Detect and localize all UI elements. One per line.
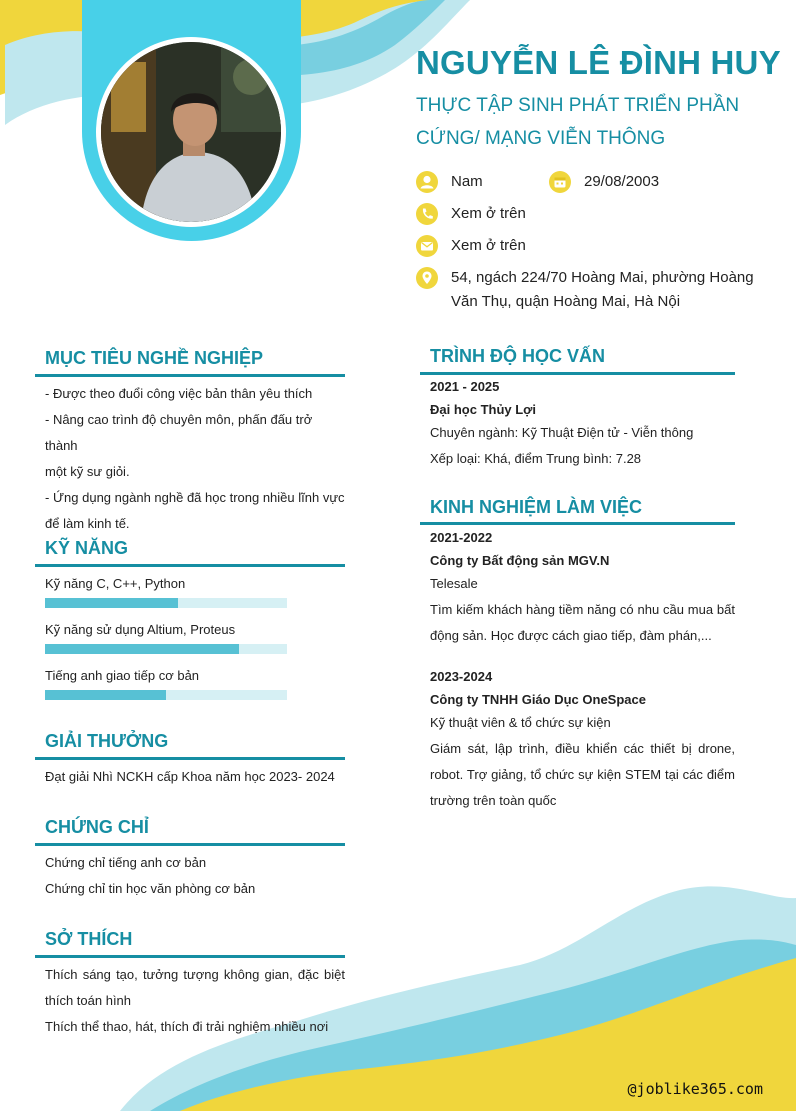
job-1-description <box>430 597 735 649</box>
objective-line-5: để làm kinh tế. <box>45 516 130 531</box>
skill-bar-fill-1 <box>45 598 178 608</box>
certificates-rule <box>35 843 345 846</box>
objective-rule <box>35 374 345 377</box>
email-value: Xem ở trên <box>451 237 526 254</box>
objective-line-4: - Ứng dụng ngành nghề đã học trong nhiều lĩnh vực <box>45 490 345 505</box>
mail-icon <box>416 235 438 257</box>
phone-icon <box>416 203 438 225</box>
objective-line-3: một kỹ sư giỏi. <box>45 464 130 479</box>
job-1-period: 2021-2022 <box>430 530 493 545</box>
certificates-title: CHỨNG CHỈ <box>45 817 149 837</box>
job-1-desc-line-2: động sản. Học được cách giao tiếp, đàm phán,... <box>430 628 712 643</box>
profile-photo <box>101 42 281 222</box>
job-title <box>416 89 766 155</box>
education-major: Chuyên ngành: Kỹ Thuật Điện tử - Viễn thông <box>430 425 694 440</box>
job-2-role: Kỹ thuật viên & tổ chức sự kiện <box>430 715 611 730</box>
job-2-company: Công ty TNHH Giáo Dục OneSpace <box>430 692 646 707</box>
skill-label-1: Kỹ năng C, C++, Python <box>45 576 186 591</box>
skill-bar-3 <box>45 690 287 700</box>
job-1-company: Công ty Bất động sản MGV.N <box>430 553 610 568</box>
skill-label-3: Tiếng anh giao tiếp cơ bản <box>45 668 200 683</box>
job-2-desc-line-3: trường trên toàn quốc <box>430 793 557 808</box>
address-line-2: Văn Thụ, quận Hoàng Mai, Hà Nội <box>451 293 681 310</box>
hobbies-line-2: thích toán hình <box>45 993 132 1008</box>
birthday-row <box>549 170 659 194</box>
job-1-desc-line-1: Tìm kiếm khách hàng tiềm năng có nhu cầu mua bất <box>430 602 735 617</box>
awards-text: Đạt giải Nhì NCKH cấp Khoa năm học 2023- 2024 <box>45 769 335 784</box>
skill-label-2: Kỹ năng sử dụng Altium, Proteus <box>45 622 236 637</box>
address-line-1: 54, ngách 224/70 Hoàng Mai, phường Hoàng <box>451 269 754 286</box>
birthday-value: 29/08/2003 <box>584 173 660 190</box>
location-pin-icon <box>416 267 438 289</box>
email-row <box>416 234 526 258</box>
address-row <box>416 266 776 314</box>
hobbies-rule <box>35 955 345 958</box>
education-school: Đại học Thủy Lợi <box>430 402 537 417</box>
gender-row <box>416 170 483 194</box>
skill-bar-1 <box>45 598 287 608</box>
certificate-item-2: Chứng chỉ tin học văn phòng cơ bản <box>45 881 256 896</box>
address-value <box>451 266 754 314</box>
hobbies-line-1: Thích sáng tạo, tưởng tượng không gian, đặc biệt <box>45 967 345 982</box>
footer-handle: @joblike365.com <box>627 1080 763 1098</box>
awards-rule <box>35 757 345 760</box>
education-title: TRÌNH ĐỘ HỌC VẤN <box>430 346 605 366</box>
hobbies-text <box>45 962 345 1040</box>
skill-bar-2 <box>45 644 287 654</box>
phone-row <box>416 202 526 226</box>
hobbies-title: SỞ THÍCH <box>45 929 133 949</box>
skills-title: KỸ NĂNG <box>45 538 129 558</box>
skill-bar-fill-2 <box>45 644 239 654</box>
job-title-line-2: CỨNG/ MẠNG VIỄN THÔNG <box>416 128 666 149</box>
objective-line-2: - Nâng cao trình độ chuyên môn, phấn đấu trở thành <box>45 412 313 453</box>
skill-bar-fill-3 <box>45 690 166 700</box>
objective-line-1: - Được theo đuổi công việc bản thân yêu thích <box>45 386 313 401</box>
objective-title: MỤC TIÊU NGHỀ NGHIỆP <box>45 348 264 368</box>
education-grade: Xếp loại: Khá, điểm Trung bình: 7.28 <box>430 451 642 466</box>
experience-title: KINH NGHIỆM LÀM VIỆC <box>430 497 643 517</box>
objective-text <box>45 381 345 537</box>
candidate-name: NGUYỄN LÊ ĐÌNH HUY <box>416 44 781 81</box>
gender-value: Nam <box>451 173 483 190</box>
calendar-icon <box>549 171 571 193</box>
job-title-line-1: THỰC TẬP SINH PHÁT TRIỂN PHẦN <box>416 95 740 116</box>
education-period: 2021 - 2025 <box>430 379 500 394</box>
certificate-item-1: Chứng chỉ tiếng anh cơ bản <box>45 855 207 870</box>
job-1-role: Telesale <box>430 576 478 591</box>
phone-value: Xem ở trên <box>451 205 526 222</box>
job-2-desc-line-1: Giám sát, lập trình, điều khiển các thiết bị drone, <box>430 741 735 756</box>
skills-rule <box>35 564 345 567</box>
hobbies-line-3: Thích thể thao, hát, thích đi trải nghiệm nhiều nơi <box>45 1019 329 1034</box>
certificates-list <box>45 850 255 902</box>
awards-title: GIẢI THƯỞNG <box>45 731 169 751</box>
job-2-desc-line-2: robot. Trợ giảng, tổ chức sự kiện STEM tại các điểm <box>430 767 735 782</box>
job-2-description <box>430 736 735 814</box>
user-icon <box>416 171 438 193</box>
job-2-period: 2023-2024 <box>430 669 493 684</box>
